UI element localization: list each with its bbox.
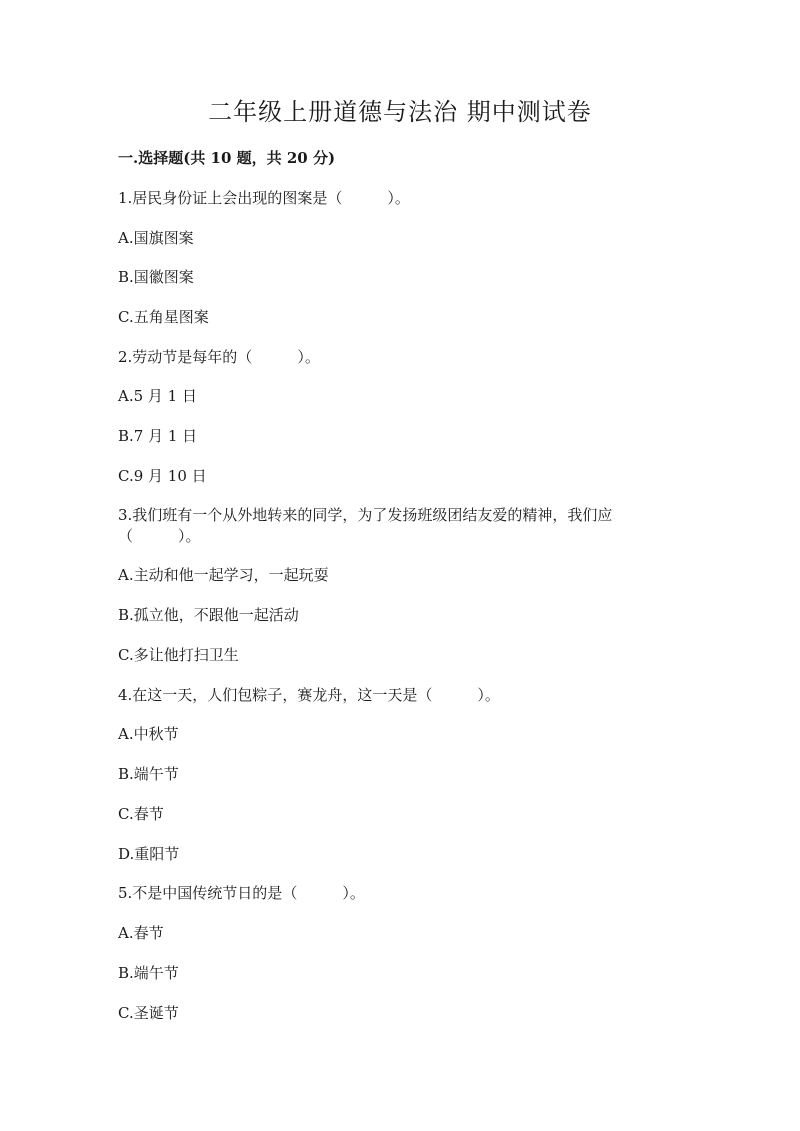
question-4-option-b: B.端午节 <box>118 765 179 783</box>
page-title: 二年级上册道德与法治 期中测试卷 <box>208 98 592 126</box>
section-heading: 一.选择题(共 10 题，共 20 分) <box>118 149 336 167</box>
question-2-stem: 2.劳动节是每年的（ ）。 <box>118 348 320 366</box>
question-3-option-a: A.主动和他一起学习，一起玩耍 <box>118 566 329 584</box>
question-3-option-c: C.多让他打扫卫生 <box>118 646 239 664</box>
question-4-option-d: D.重阳节 <box>118 845 180 863</box>
question-1-option-b: B.国徽图案 <box>118 268 194 286</box>
question-4-option-c: C.春节 <box>118 805 164 823</box>
question-1-option-a: A.国旗图案 <box>118 229 194 247</box>
question-5-option-a: A.春节 <box>118 924 164 942</box>
question-2-option-b: B.7 月 1 日 <box>118 427 198 445</box>
question-4-stem: 4.在这一天，人们包粽子，赛龙舟，这一天是（ ）。 <box>118 686 500 704</box>
question-4-option-a: A.中秋节 <box>118 725 179 743</box>
question-5-stem: 5.不是中国传统节日的是（ ）。 <box>118 884 365 902</box>
question-2-option-a: A.5 月 1 日 <box>118 387 197 405</box>
question-2-option-c: C.9 月 10 日 <box>118 467 207 485</box>
question-3-option-b: B.孤立他，不跟他一起活动 <box>118 606 299 624</box>
question-3-stem: 3.我们班有一个从外地转来的同学，为了发扬班级团结友爱的精神，我们应（ ）。 <box>118 506 613 545</box>
question-5-option-c: C.圣诞节 <box>118 1004 179 1022</box>
question-1-stem: 1.居民身份证上会出现的图案是（ ）。 <box>118 189 410 207</box>
question-5-option-b: B.端午节 <box>118 964 179 982</box>
question-1-option-c: C.五角星图案 <box>118 308 209 326</box>
